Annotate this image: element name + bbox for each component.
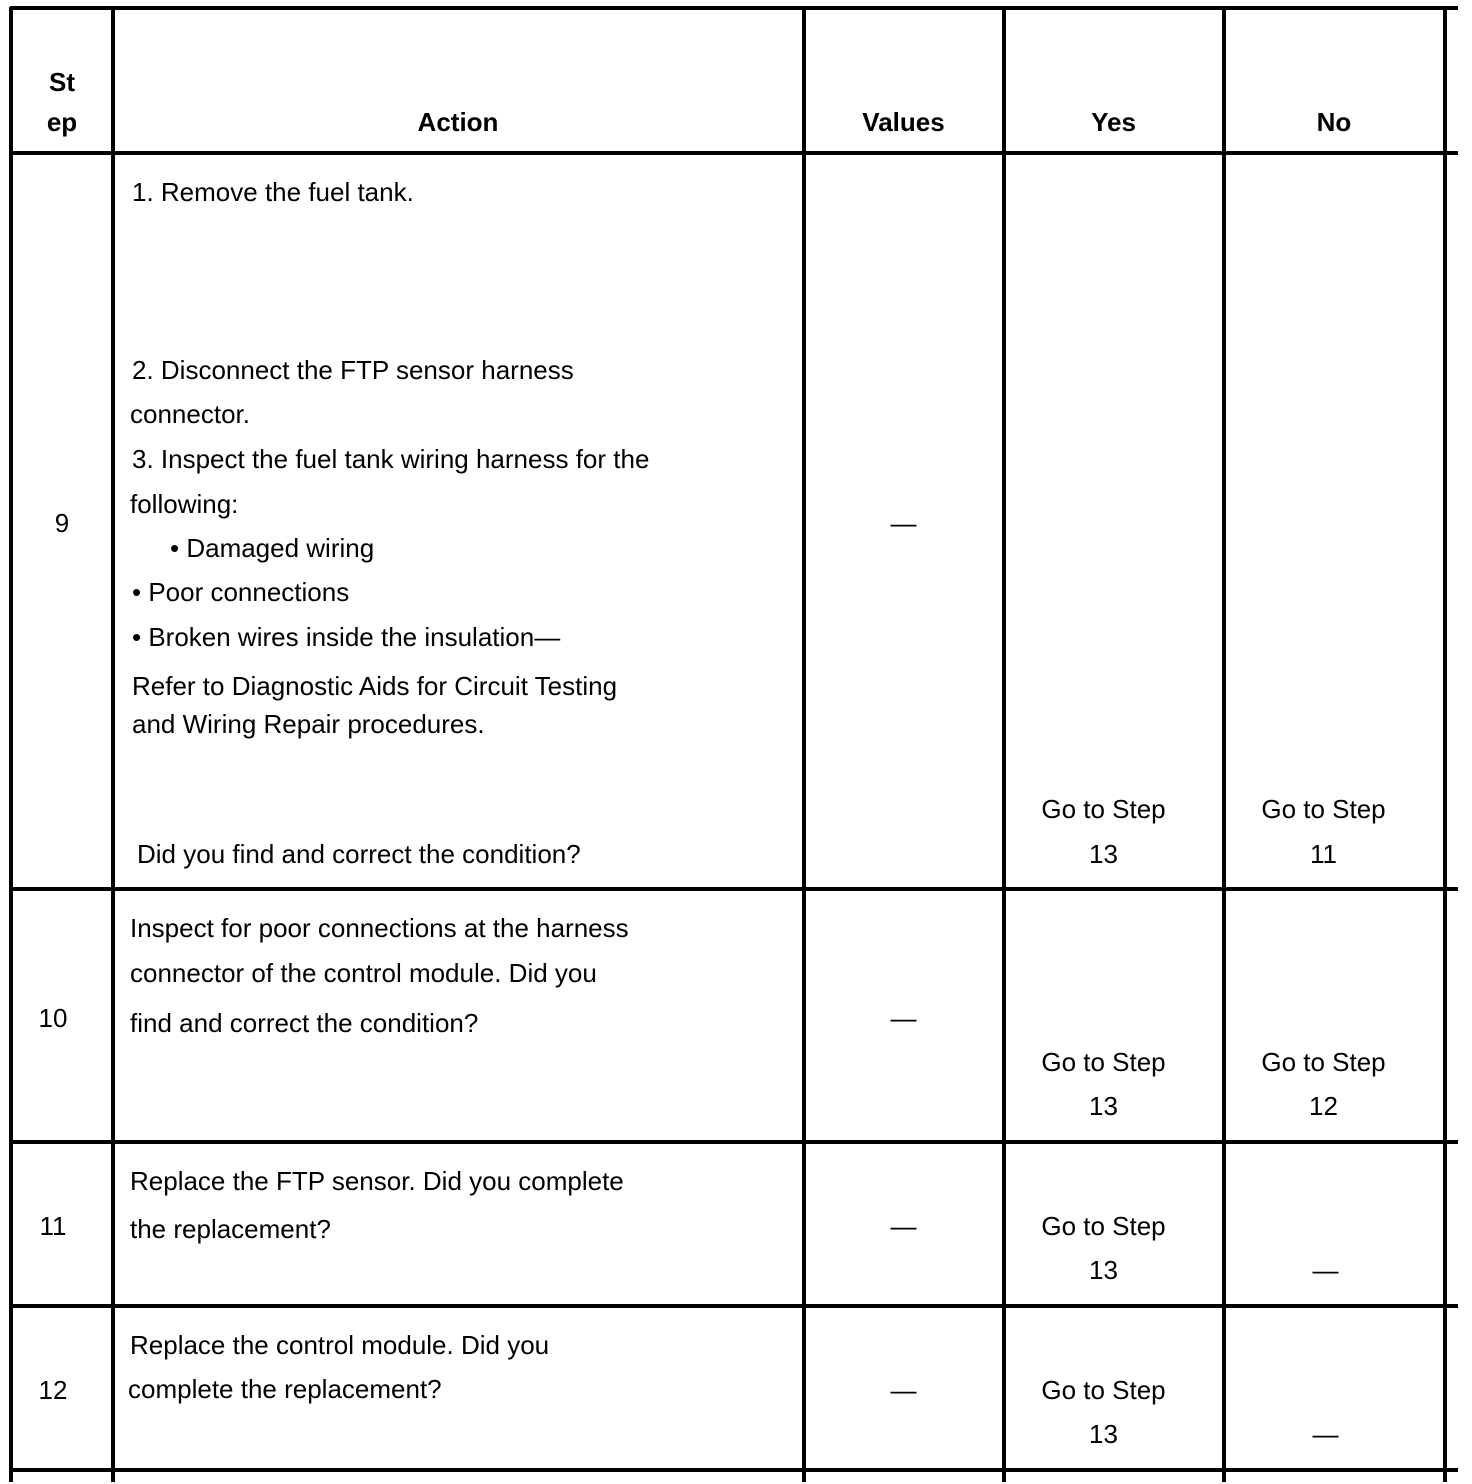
action-text: connector.	[130, 399, 250, 429]
yes-cell-line1: Go to Step	[1041, 1375, 1166, 1405]
column-divider	[802, 7, 806, 1482]
action-text: Inspect for poor connections at the harness	[130, 913, 629, 943]
header-step-line1: St	[49, 67, 75, 97]
action-bullet: • Damaged wiring	[170, 533, 375, 563]
values-cell: —	[890, 1211, 917, 1241]
yes-cell-line2: 13	[1089, 1091, 1118, 1121]
action-text: the replacement?	[130, 1214, 331, 1244]
header-yes: Yes	[1091, 107, 1136, 137]
yes-cell-line2: 13	[1089, 1255, 1118, 1285]
values-cell: —	[890, 1375, 917, 1405]
yes-cell-line1: Go to Step	[1041, 794, 1166, 824]
no-cell-line1: Go to Step	[1261, 1047, 1386, 1077]
header-values: Values	[862, 107, 945, 137]
yes-cell-line1: Go to Step	[1041, 1047, 1166, 1077]
table-border-right	[1443, 7, 1447, 1482]
action-item: 3. Inspect the fuel tank wiring harness for the	[132, 444, 650, 474]
no-cell-line2: 11	[1310, 839, 1337, 869]
no-cell: —	[1312, 1255, 1339, 1285]
action-text: Replace the control module. Did you	[130, 1330, 550, 1360]
action-text: following:	[130, 489, 239, 519]
table-border-top	[10, 6, 1458, 10]
header-divider	[10, 151, 1458, 155]
no-cell-line1: Go to Step	[1261, 794, 1386, 824]
action-item: 2. Disconnect the FTP sensor harness	[132, 355, 574, 385]
step-number: 11	[39, 1211, 67, 1241]
step-number: 10	[38, 1003, 68, 1033]
column-divider	[1002, 7, 1006, 1482]
no-cell-line2: 12	[1309, 1091, 1338, 1121]
action-text: Refer to Diagnostic Aids for Circuit Testing	[132, 671, 618, 701]
header-no: No	[1316, 107, 1352, 137]
action-text: find and correct the condition?	[130, 1008, 479, 1038]
table-border-left	[9, 7, 13, 1482]
row-divider	[10, 887, 1458, 891]
no-cell: —	[1312, 1419, 1339, 1449]
action-text: complete the replacement?	[128, 1374, 442, 1404]
row-divider	[10, 1140, 1458, 1144]
column-divider	[1222, 7, 1226, 1482]
header-step-line2: ep	[46, 107, 78, 137]
action-text: connector of the control module. Did you	[130, 958, 597, 988]
values-cell: —	[890, 508, 917, 538]
action-bullet: • Poor connections	[132, 577, 350, 607]
action-text: Replace the FTP sensor. Did you complete	[130, 1166, 624, 1196]
yes-cell-line2: 13	[1089, 839, 1118, 869]
column-divider	[111, 7, 115, 1482]
header-action: Action	[417, 107, 499, 137]
step-number: 9	[54, 508, 70, 538]
step-number: 12	[38, 1375, 68, 1405]
action-question: Did you find and correct the condition?	[137, 839, 581, 869]
action-text: and Wiring Repair procedures.	[132, 709, 485, 739]
action-item: 1. Remove the fuel tank.	[132, 177, 414, 207]
yes-cell-line2: 13	[1089, 1419, 1118, 1449]
row-divider	[10, 1304, 1458, 1308]
action-bullet: • Broken wires inside the insulation—	[132, 622, 561, 652]
yes-cell-line1: Go to Step	[1041, 1211, 1166, 1241]
table-border-bottom	[10, 1468, 1458, 1472]
values-cell: —	[890, 1003, 917, 1033]
